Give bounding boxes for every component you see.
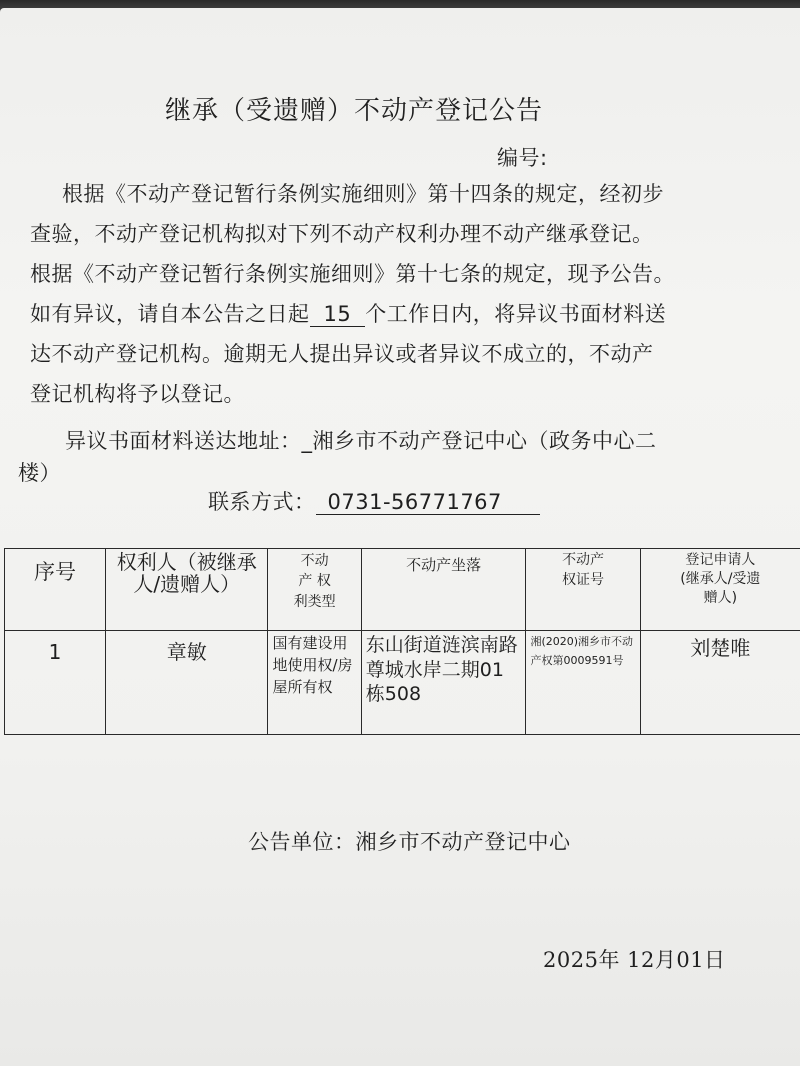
paragraph-line-6: 登记机构将予以登记。 [30,382,245,406]
header-applicant-line3: 赠人) [703,589,738,606]
row-right-type: 国有建设用地使用权/房屋所有权 [268,631,361,735]
registration-table [4,548,800,735]
serial-number-label: 编号: [497,146,548,170]
header-right-type-line2: 产 权 [298,573,331,590]
contact-label: 联系方式： [208,490,316,514]
header-seq: 序号 [5,549,106,631]
objection-intro: 如有异议，请自本公告之日起 [30,302,310,326]
paragraph-line-1: 根据《不动产登记暂行条例实施细则》第十四条的规定，经初步 [62,182,664,206]
objection-rest: 个工作日内，将异议书面材料送 [365,302,667,326]
contact-phone: 0731-56771767 [316,490,540,515]
contact-line [208,486,540,516]
table-row [5,631,800,735]
table-header-row [5,549,800,631]
row-holder: 章敏 [106,631,268,735]
header-right-type-line3: 利类型 [293,593,336,610]
header-cert-line2: 权证号 [562,571,605,588]
address-continued: 楼） [18,461,61,485]
notice-date: 2025年 12月01日 [543,948,726,972]
header-right-type [268,549,361,631]
objection-days: 15 [310,303,366,327]
paragraph-line-2: 查验，不动产登记机构拟对下列不动产权利办理不动产继承登记。 [30,222,654,246]
row-location: 东山街道涟滨南路尊城水岸二期01栋508 [361,631,526,735]
header-applicant [640,549,800,631]
row-seq: 1 [5,631,106,735]
row-cert-number: 湘(2020)湘乡市不动产权第0009591号 [526,631,640,735]
paragraph-line-4 [30,298,666,328]
header-location: 不动产坐落 [361,549,526,631]
header-cert-line1: 不动产 [562,552,605,568]
notice-title: 继承（受遗赠）不动产登记公告 [165,96,544,126]
paragraph-line-5: 达不动产登记机构。逾期无人提出异议或者异议不成立的，不动产 [30,342,654,366]
notice-paper [0,8,800,1066]
issuer-line: 公告单位：湘乡市不动产登记中心 [248,830,571,854]
header-applicant-line1: 登记申请人 [685,552,756,568]
paragraph-line-3: 根据《不动产登记暂行条例实施细则》第十七条的规定，现予公告。 [30,262,675,286]
header-holder: 权利人（被继承人/遗赠人） [106,549,268,631]
row-applicant: 刘楚唯 [640,631,800,735]
address-line: 异议书面材料送达地址：_湘乡市不动产登记中心（政务中心二 [65,429,657,453]
header-applicant-line2: (继承人/受遗 [680,570,761,587]
header-right-type-line1: 不动 [300,553,329,569]
header-cert [526,549,640,631]
